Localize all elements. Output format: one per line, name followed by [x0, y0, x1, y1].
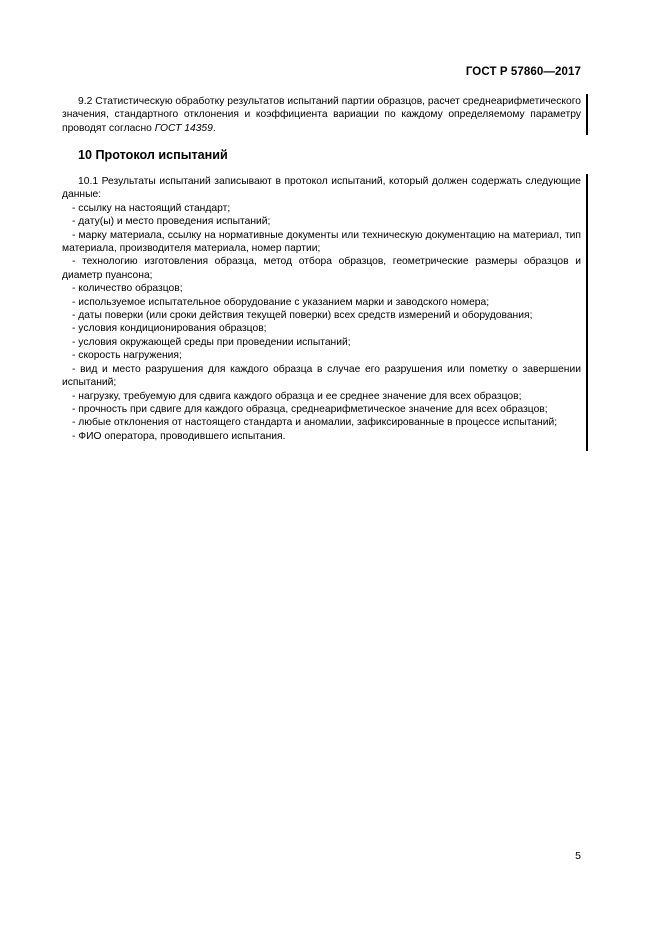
- list-item: - дату(ы) и место проведения испытаний;: [72, 216, 271, 228]
- section-9-2-paragraph: [62, 95, 581, 135]
- list-item: - скорость нагружения;: [72, 350, 182, 362]
- list-item: - прочность при сдвиге для каждого образца, среднеарифметическое значение для всех образцов;: [72, 403, 548, 415]
- list-item: - условия окружающей среды при проведении испытаний;: [72, 336, 351, 348]
- list-item: - марку материала, ссылку на нормативные документы или техническую документацию на материал, тип материала, производителя материала, номер партии;: [62, 229, 581, 255]
- list-item: - ссылку на настоящий стандарт;: [72, 202, 231, 214]
- change-bar: [586, 174, 588, 451]
- list-item: - ФИО оператора, проводившего испытания.: [72, 430, 286, 442]
- list-item: - используемое испытательное оборудование с указанием марки и заводского номера;: [72, 296, 490, 308]
- list-item: - любые отклонения от настоящего стандарта и аномалии, зафиксированные в процессе испытаний;: [72, 417, 558, 429]
- section-9-2-tail: .: [212, 122, 216, 134]
- gost-reference: ГОСТ 14359: [154, 122, 213, 134]
- change-bar: [586, 94, 588, 135]
- list-item: - вид и место разрушения для каждого образца в случае его разрушения или пометку о завершении испытаний;: [62, 363, 581, 389]
- document-code-header: ГОСТ Р 57860—2017: [465, 66, 581, 78]
- section-9-2: [62, 95, 581, 135]
- page-number: 5: [575, 850, 581, 862]
- list-item: - условия кондиционирования образцов;: [72, 323, 267, 335]
- section-9-2-text: 9.2 Статистическую обработку результатов испытаний партии образцов, расчет среднеарифметического значения, стандартного отклонения и коэффициента вариации по каждому определяемому параметру проводят согласно: [62, 96, 581, 134]
- list-item: - количество образцов;: [72, 283, 183, 295]
- section-10-title: 10 Протокол испытаний: [78, 148, 228, 162]
- section-10-1: [62, 175, 581, 443]
- list-item: - даты поверки (или сроки действия текущей поверки) всех средств измерений и оборудования;: [72, 310, 533, 322]
- list-item: - технологию изготовления образца, метод отбора образцов, геометрические размеры образцов и диаметр пуансона;: [62, 256, 581, 281]
- section-10-1-intro: 10.1 Результаты испытаний записывают в протокол испытаний, который должен содержать следующие данные:: [62, 176, 581, 201]
- list-item: - нагрузку, требуемую для сдвига каждого образца и ее среднее значение для всех образцов;: [72, 390, 522, 402]
